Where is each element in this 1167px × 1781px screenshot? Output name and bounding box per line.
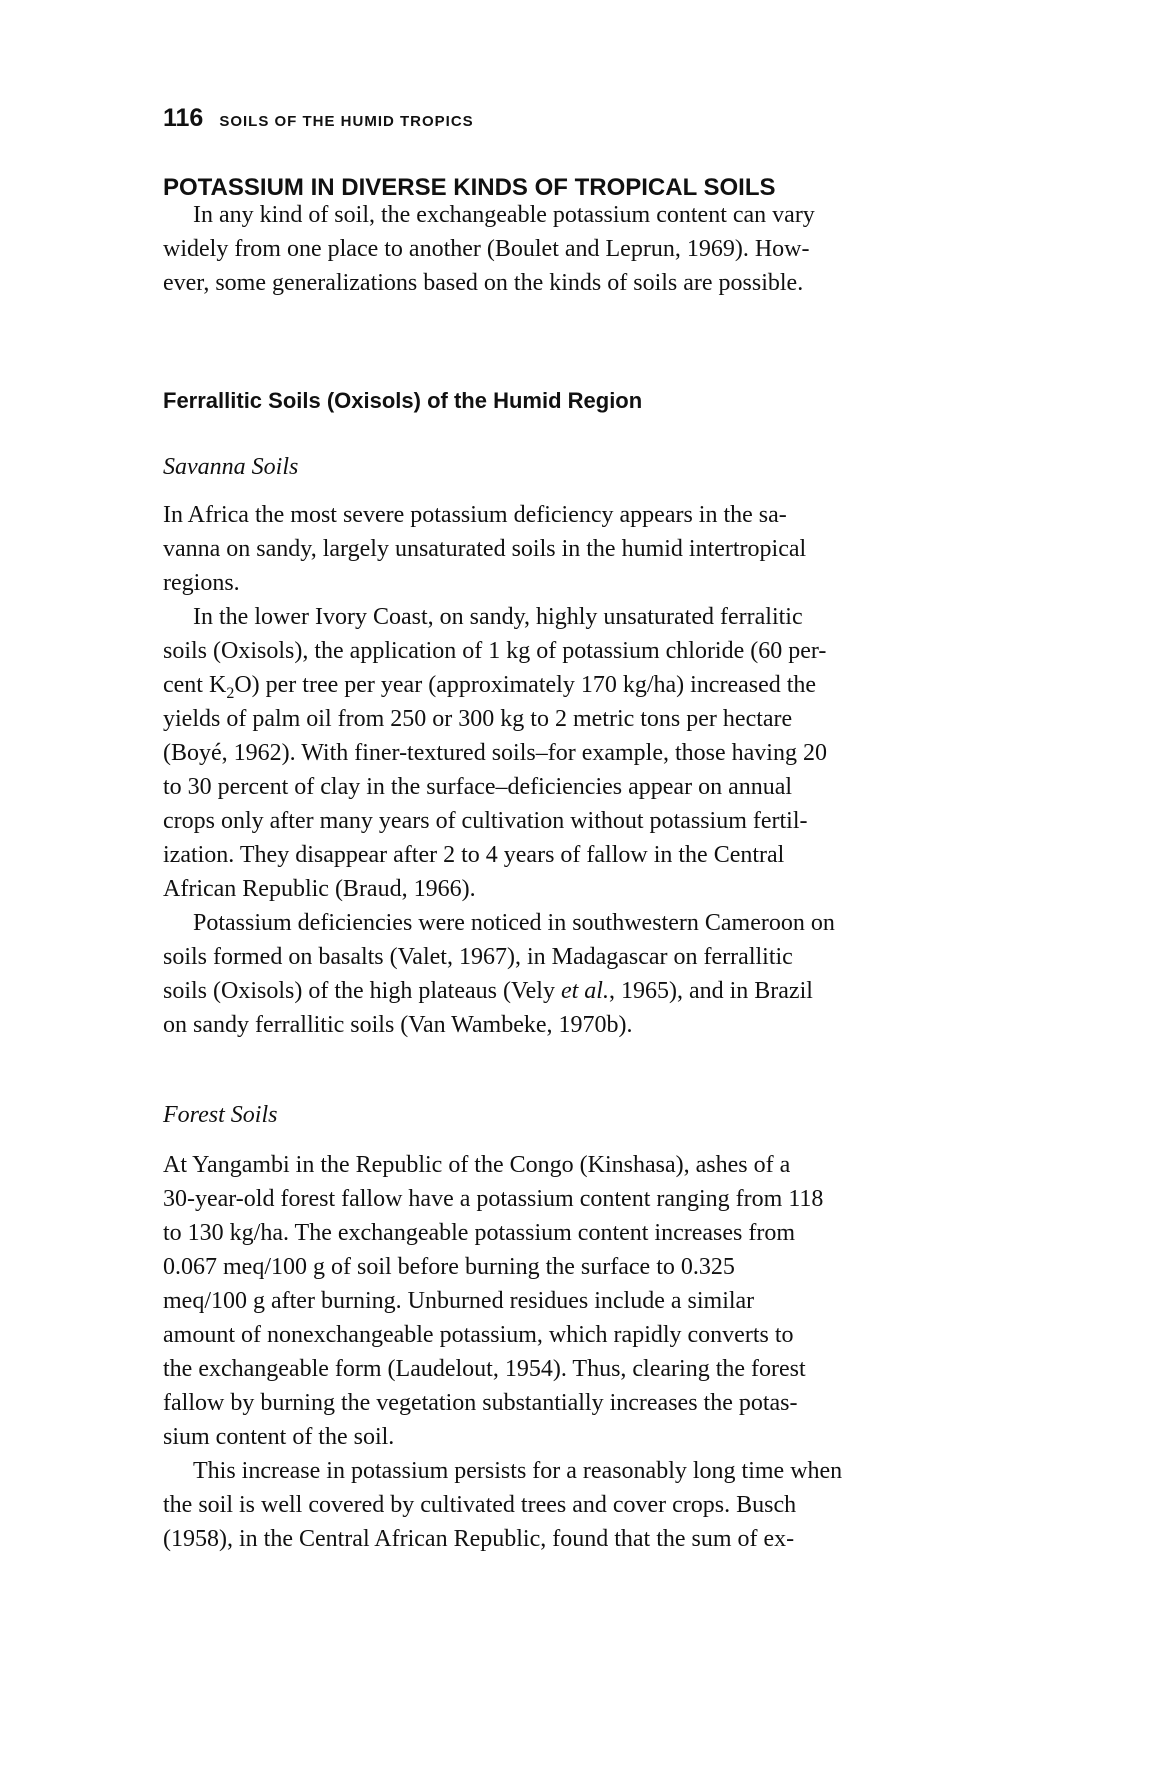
- text-line: crops only after many years of cultivation without potassium fertil-: [163, 808, 808, 834]
- text-line: In any kind of soil, the exchangeable potassium content can vary: [193, 202, 815, 228]
- text-line: ization. They disappear after 2 to 4 years of fallow in the Central: [163, 842, 785, 868]
- subheading-forest: Forest Soils: [163, 1102, 278, 1128]
- text-line: This increase in potassium persists for a reasonably long time when: [193, 1458, 843, 1484]
- text-line: the soil is well covered by cultivated trees and cover crops. Busch: [163, 1492, 797, 1518]
- subheading-savanna: Savanna Soils: [163, 454, 299, 480]
- formula-subscript: 2: [226, 684, 235, 702]
- text-line: At Yangambi in the Republic of the Congo (Kinshasa), ashes of a: [163, 1152, 791, 1178]
- text-line: amount of nonexchangeable potassium, which rapidly converts to: [163, 1322, 794, 1348]
- intro-paragraph: [163, 198, 1063, 300]
- text-line: sium content of the soil.: [163, 1424, 395, 1450]
- section-heading: Ferrallitic Soils (Oxisols) of the Humid Region: [163, 388, 643, 413]
- text-line: Potassium deficiencies were noticed in southwestern Cameroon on: [193, 910, 835, 936]
- et-al: et al.: [560, 978, 609, 1004]
- text-line-with-formula: [163, 668, 1063, 702]
- text-line: (Boyé, 1962). With finer-textured soils–for example, those having 20: [163, 740, 827, 766]
- text-line: African Republic (Braud, 1966).: [163, 876, 476, 902]
- text-line: (1958), in the Central African Republic, found that the sum of ex-: [163, 1526, 795, 1552]
- forest-text: [163, 1148, 1063, 1556]
- text-line: 30-year-old forest fallow have a potassium content ranging from 118: [163, 1186, 824, 1212]
- text-line: to 130 kg/ha. The exchangeable potassium content increases from: [163, 1220, 796, 1246]
- text-line: on sandy ferrallitic soils (Van Wambeke, 1970b).: [163, 1012, 633, 1038]
- text-line: soils formed on basalts (Valet, 1967), in Madagascar on ferrallitic: [163, 944, 793, 970]
- savanna-text: [163, 498, 1063, 1042]
- text-line: the exchangeable form (Laudelout, 1954). Thus, clearing the forest: [163, 1356, 806, 1382]
- text-line: In the lower Ivory Coast, on sandy, highly unsaturated ferralitic: [193, 604, 803, 630]
- formula-suffix: O: [234, 672, 252, 698]
- page-number: 116: [163, 104, 204, 132]
- text-line: vanna on sandy, largely unsaturated soils in the humid intertropical: [163, 536, 807, 562]
- text-line-tail: ) per tree per year (approximately 170 kg/ha) increased the: [251, 672, 817, 698]
- running-head: [163, 104, 474, 133]
- text-line: regions.: [163, 570, 240, 596]
- text-line-with-italic: [163, 974, 1063, 1008]
- text-line: fallow by burning the vegetation substantially increases the potas-: [163, 1390, 798, 1416]
- formula-prefix: cent K: [163, 672, 227, 698]
- chapter-heading: POTASSIUM IN DIVERSE KINDS OF TROPICAL SOILS: [163, 174, 776, 201]
- text-line-tail: , 1965), and in Brazil: [608, 978, 813, 1004]
- running-head-title: SOILS OF THE HUMID TROPICS: [219, 113, 474, 130]
- text-line: In Africa the most severe potassium deficiency appears in the sa-: [163, 502, 787, 528]
- text-line: to 30 percent of clay in the surface–deficiencies appear on annual: [163, 774, 793, 800]
- text-line-head: soils (Oxisols) of the high plateaus (Vely: [163, 978, 561, 1004]
- text-line: widely from one place to another (Boulet and Leprun, 1969). How-: [163, 236, 810, 262]
- text-line: meq/100 g after burning. Unburned residues include a similar: [163, 1288, 755, 1314]
- text-line: ever, some generalizations based on the kinds of soils are possible.: [163, 270, 804, 296]
- text-line: 0.067 meq/100 g of soil before burning the surface to 0.325: [163, 1254, 735, 1280]
- text-line: soils (Oxisols), the application of 1 kg of potassium chloride (60 per-: [163, 638, 827, 664]
- text-line: yields of palm oil from 250 or 300 kg to 2 metric tons per hectare: [163, 706, 793, 732]
